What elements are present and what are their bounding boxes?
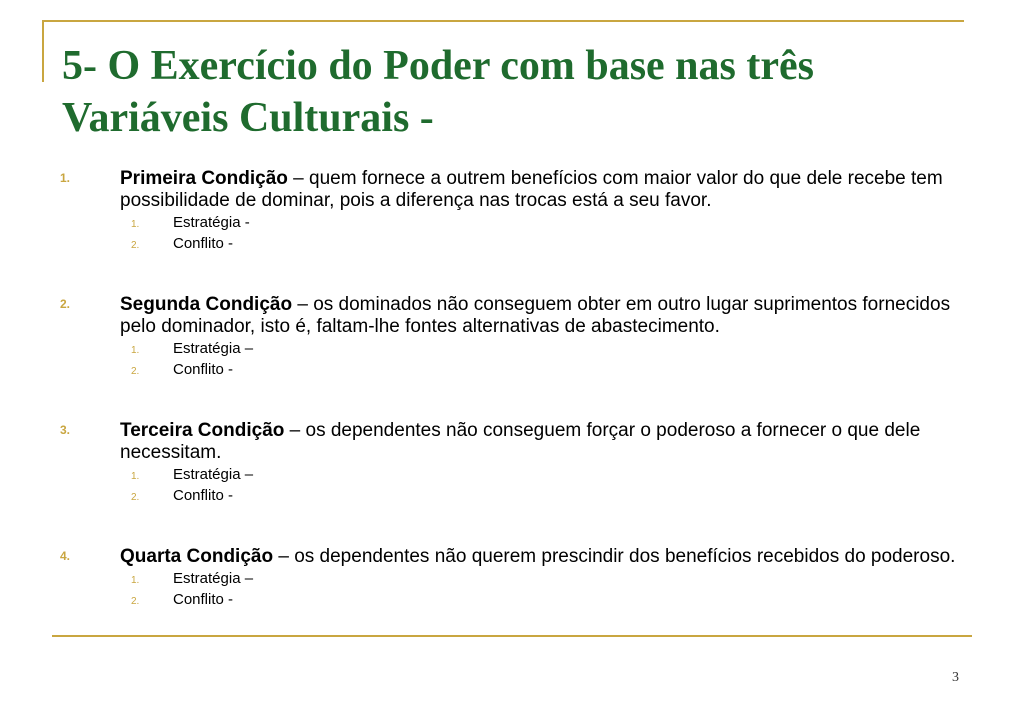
- top-divider: [42, 20, 964, 22]
- item-heading: Segunda Condição: [120, 294, 293, 315]
- page-number: 3: [952, 670, 959, 685]
- sub-item: [120, 568, 960, 589]
- sub-item-label: Estratégia –: [173, 570, 254, 587]
- item-body: – os dependentes não conseguem forçar o poderoso a fornecer o que dele necessitam.: [120, 420, 921, 463]
- sub-item-label: Conflito -: [173, 487, 234, 504]
- item-heading: Quarta Condição: [120, 546, 274, 567]
- item-text: [120, 420, 960, 464]
- sub-item-label: Conflito -: [173, 591, 234, 608]
- list-item: [60, 546, 960, 610]
- title-line-1: 5- O Exercício do Poder com base nas três: [62, 43, 815, 89]
- sub-item-number: 1.: [131, 345, 140, 356]
- item-number: 2.: [60, 297, 71, 311]
- sub-item-number: 1.: [131, 471, 140, 482]
- title-line-2: Variáveis Culturais -: [62, 95, 434, 141]
- item-number: 3.: [60, 423, 71, 437]
- item-text: [120, 294, 960, 338]
- item-heading: Terceira Condição: [120, 420, 285, 441]
- item-text: [120, 546, 960, 568]
- sub-item-number: 2.: [131, 366, 140, 377]
- sub-item: [120, 485, 960, 506]
- item-number: 4.: [60, 549, 71, 563]
- item-body: – os dominados não conseguem obter em outro lugar suprimentos fornecidos pelo dominador, isto é, faltam-lhe fontes alternativas de abastecimento.: [120, 294, 951, 337]
- left-accent-line: [42, 20, 44, 82]
- sub-item-number: 2.: [131, 492, 140, 503]
- spacer: [60, 506, 960, 546]
- bottom-divider: [52, 635, 972, 637]
- sub-item: [120, 338, 960, 359]
- sub-item-number: 2.: [131, 240, 140, 251]
- sub-item-number: 1.: [131, 219, 140, 230]
- list-item: [60, 420, 960, 506]
- sub-item: [120, 589, 960, 610]
- condition-list: [60, 168, 960, 610]
- sub-item: [120, 233, 960, 254]
- item-body: – quem fornece a outrem benefícios com maior valor do que dele recebe tem possibilidade de dominar, pois a diferença nas trocas está a seu favor.: [120, 168, 943, 211]
- sub-item: [120, 212, 960, 233]
- sub-item-number: 2.: [131, 596, 140, 607]
- sub-item-label: Estratégia –: [173, 340, 254, 357]
- sub-item-label: Conflito -: [173, 361, 234, 378]
- list-item: [60, 294, 960, 380]
- spacer: [60, 254, 960, 294]
- sub-item-label: Estratégia –: [173, 466, 254, 483]
- sub-item-number: 1.: [131, 575, 140, 586]
- item-body: – os dependentes não querem prescindir dos benefícios recebidos do poderoso.: [273, 546, 956, 567]
- sub-item: [120, 359, 960, 380]
- sub-item-label: Conflito -: [173, 235, 234, 252]
- sub-item: [120, 464, 960, 485]
- sub-item-label: Estratégia -: [173, 214, 250, 231]
- item-number: 1.: [60, 171, 71, 185]
- item-heading: Primeira Condição: [120, 168, 288, 189]
- item-text: [120, 168, 960, 212]
- spacer: [60, 380, 960, 420]
- slide-title: [62, 40, 962, 144]
- list-item: [60, 168, 960, 254]
